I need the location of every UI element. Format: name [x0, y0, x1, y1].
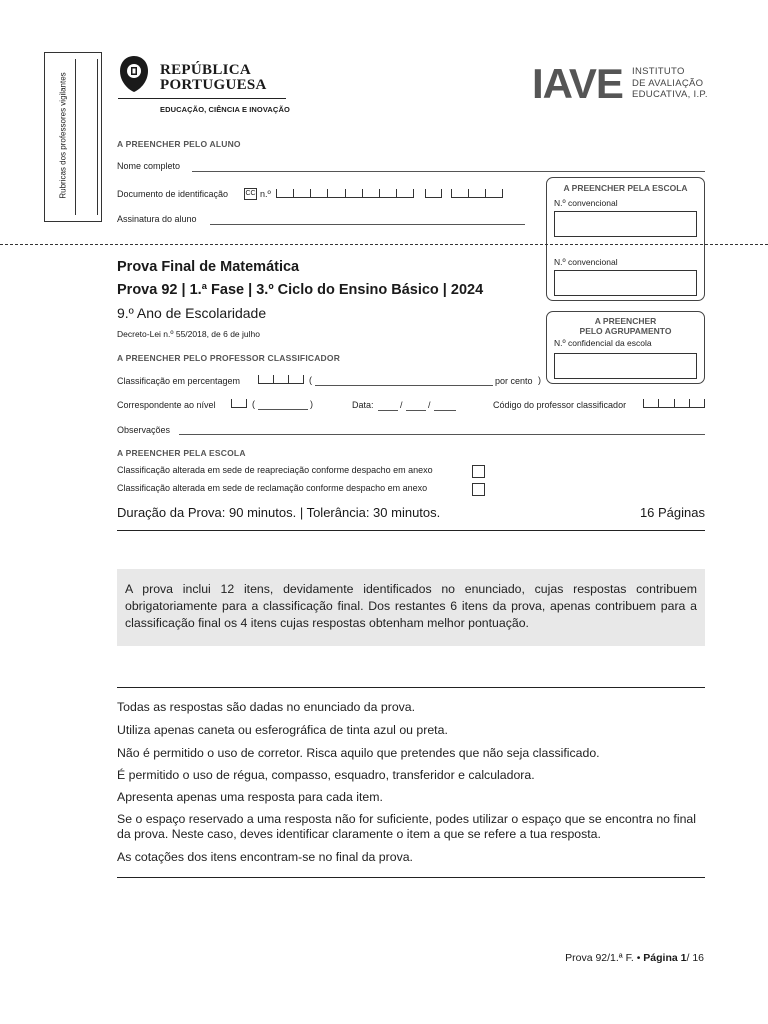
complaint-label: Classificação alterada em sede de reclamação conforme despacho em anexo [117, 483, 428, 493]
level-digit-input[interactable] [231, 399, 247, 408]
name-input[interactable] [192, 171, 705, 172]
divider [117, 877, 705, 878]
date-label: Data: [352, 400, 374, 410]
side-label: Rubricas dos professores vigilantes [58, 72, 68, 199]
paren-close: ) [310, 399, 313, 409]
date-year-input[interactable] [434, 410, 456, 411]
paren-close: ) [538, 375, 541, 385]
divider [117, 687, 705, 688]
student-heading: A PREENCHER PELO ALUNO [117, 139, 241, 149]
conventional-number-input[interactable] [554, 270, 697, 296]
cc-box: CC [244, 188, 257, 200]
coat-of-arms-icon [118, 54, 150, 96]
classifier-heading: A PREENCHER PELO PROFESSOR CLASSIFICADOR [117, 353, 341, 363]
level-label: Correspondente ao nível [117, 400, 216, 410]
observations-label: Observações [117, 425, 171, 435]
doc-number-label: n.º [260, 189, 271, 199]
info-box: A prova inclui 12 itens, devidamente identificados no enunciado, cujas respostas contribuem obrigatoriamente para a classificação final. Dos restantes 6 itens da prova, apenas contribuem para a classificação final os 4 itens cujas respostas obtenham melhor pontuação. [117, 569, 705, 646]
iave-text-line: DE AVALIAÇÃO [632, 77, 704, 89]
instruction-item: Não é permitido o uso de corretor. Risca aquilo que pretendes que não seja classificado. [117, 746, 600, 760]
instruction-item: Todas as respostas são dadas no enunciado da prova. [117, 700, 416, 714]
agrupamento-box-title: PELO AGRUPAMENTO [579, 326, 672, 336]
code-label: Código do professor classificador [493, 400, 627, 410]
cut-line [0, 244, 768, 245]
percent-label: Classificação em percentagem [117, 376, 241, 386]
conventional-number-label: N.º convencional [554, 257, 618, 267]
confidential-number-input[interactable] [554, 353, 697, 379]
percent-suffix: por cento [495, 376, 533, 386]
signature-line [97, 59, 98, 215]
date-day-input[interactable] [378, 410, 398, 411]
school-year: 9.º Ano de Escolaridade [117, 305, 267, 321]
date-month-input[interactable] [406, 410, 426, 411]
decree: Decreto-Lei n.º 55/2018, de 6 de julho [117, 329, 260, 339]
footer-total: / 16 [686, 952, 704, 964]
complaint-checkbox[interactable] [472, 483, 485, 496]
instruction-item: As cotações dos itens encontram-se no final da prova. [117, 850, 413, 864]
duration: Duração da Prova: 90 minutos. | Tolerância: 30 minutos. [117, 505, 441, 520]
school-box-title: A PREENCHER PELA ESCOLA [563, 183, 688, 193]
republica-portuguesa-logo [118, 52, 308, 116]
iave-text [632, 66, 708, 101]
iave-mark: IAVE [532, 60, 623, 107]
logo-divider [118, 98, 286, 99]
confidential-number-label: N.º confidencial da escola [554, 338, 652, 348]
school-heading: A PREENCHER PELA ESCOLA [117, 448, 246, 458]
school-box [546, 177, 705, 301]
iave-text-line: INSTITUTO [632, 66, 685, 77]
conventional-number-label: N.º convencional [554, 198, 618, 208]
signature-input[interactable] [210, 224, 525, 225]
percent-words-input[interactable] [315, 385, 493, 386]
code-digits-input[interactable] [643, 399, 705, 408]
signature-label: Assinatura do aluno [117, 214, 197, 224]
percent-digits-input[interactable] [258, 375, 304, 384]
name-label: Nome completo [117, 161, 181, 171]
page-footer [480, 952, 704, 964]
instruction-item: Apresenta apenas uma resposta para cada item. [117, 790, 383, 804]
conventional-number-input[interactable] [554, 211, 697, 237]
paren-open: ( [252, 399, 255, 409]
doc-number-input[interactable] [276, 189, 414, 198]
agrupamento-box [546, 311, 705, 384]
instruction-item: É permitido o uso de régua, compasso, esquadro, transferidor e calculadora. [117, 768, 535, 782]
ministry-name: EDUCAÇÃO, CIÊNCIA E INOVAÇÃO [160, 105, 290, 114]
instruction-item: Utiliza apenas caneta ou esferográfica de tinta azul ou preta. [117, 723, 448, 737]
doc-suffix-input[interactable] [451, 189, 503, 198]
doc-label: Documento de identificação [117, 189, 229, 199]
agrupamento-box-title: A PREENCHER [594, 316, 657, 326]
signature-line [75, 59, 76, 215]
divider [117, 530, 705, 531]
date-sep: / [428, 400, 431, 410]
level-words-input[interactable] [258, 409, 308, 410]
observations-input[interactable] [179, 434, 705, 435]
reappraisal-label: Classificação alterada em sede de reapreciação conforme despacho em anexo [117, 465, 433, 475]
instruction-item: Se o espaço reservado a uma resposta não for suficiente, podes utilizar o espaço que se encontra no final da prova. Neste caso, deves identificar claramente o item a que se refere a tua resposta. [117, 812, 696, 841]
footer-page: Página 1 [643, 952, 687, 964]
exam-subtitle: Prova 92 | 1.ª Fase | 3.º Ciclo do Ensino Básico | 2024 [117, 282, 484, 298]
reappraisal-checkbox[interactable] [472, 465, 485, 478]
paren-open: ( [309, 375, 312, 385]
exam-title: Prova Final de Matemática [117, 259, 300, 275]
iave-text-line: EDUCATIVA, I.P. [632, 89, 708, 100]
doc-check-digit-input[interactable] [425, 189, 442, 198]
iave-logo [532, 60, 712, 107]
logo-text: REPÚBLICA [160, 62, 252, 78]
footer-exam: Prova 92/1.ª F. • [565, 952, 641, 964]
page-count: 16 Páginas [639, 505, 705, 520]
vigilantes-signature-box [44, 52, 102, 222]
date-sep: / [400, 400, 403, 410]
logo-text: PORTUGUESA [160, 77, 267, 93]
